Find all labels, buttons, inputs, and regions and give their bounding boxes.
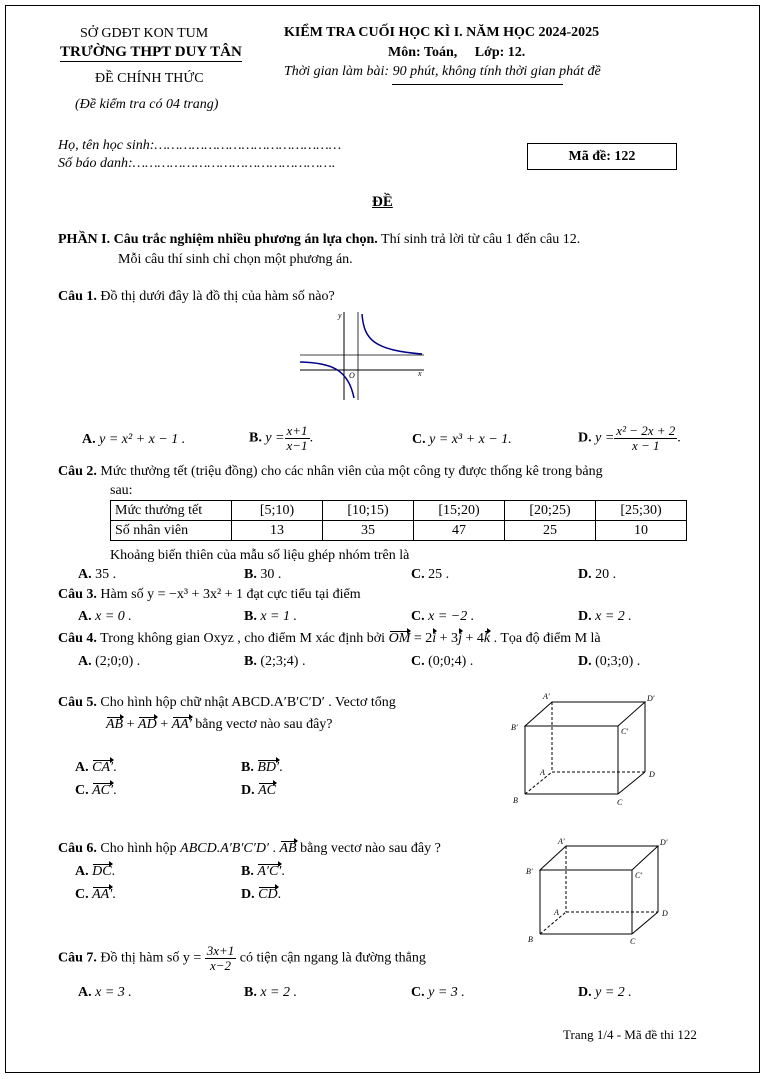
q3-option-b[interactable]: B. x = 1 . [244,609,298,624]
q4-option-b[interactable]: B. (2;3;4) . [244,654,306,669]
q7-option-c[interactable]: C. y = 3 . [411,985,465,1000]
q5-stem-cont: AB + AD + AA′ bằng vectơ nào sau đây? [106,717,333,732]
q6-option-a[interactable]: A. DC. [75,864,116,879]
q4-option-a[interactable]: A. (2;0;0) . [78,654,141,669]
q1-graph [296,310,428,402]
svg-text:C: C [630,937,636,946]
svg-text:D: D [662,909,668,918]
svg-text:C′: C′ [635,871,643,880]
page-footer: Trang 1/4 - Mã đề thi 122 [563,1027,697,1042]
table-cell: 47 [414,521,505,541]
y-label: y [338,311,342,320]
table-cell: 10 [596,521,687,541]
x-label: x [418,369,422,378]
svg-text:D′: D′ [660,838,668,847]
svg-text:B: B [528,935,533,944]
svg-text:A: A [540,768,545,777]
q6-stem: Câu 6. Cho hình hộp ABCD.A′B′C′D′ . AB bằng vectơ nào sau đây ? [58,841,441,856]
part1-instruction: Mỗi câu thí sinh chỉ chọn một phương án. [118,252,353,267]
table-cell: [20;25) [505,501,596,521]
q2-option-a[interactable]: A. 35 . [78,567,117,582]
svg-text:B′: B′ [511,723,518,732]
q4-option-d[interactable]: D. (0;3;0) . [578,654,641,669]
svg-text:D: D [649,770,655,779]
svg-text:B′: B′ [526,867,533,876]
table-cell: [25;30) [596,501,687,521]
q6-option-c[interactable]: C. AA′. [75,887,116,902]
q2-stem: Câu 2. Mức thưởng tết (triệu đồng) cho các nhân viên của một công ty được thống kê trong bảng [58,464,603,479]
exam-title: KIỂM TRA CUỐI HỌC KÌ I. NĂM HỌC 2024-2025 [284,25,600,40]
q5-box-figure [505,690,670,810]
svg-text:A′: A′ [543,692,550,701]
q2-question: Khoảng biến thiên của mẫu số liệu ghép nhóm trên là [110,548,410,563]
student-id-field: Số báo danh:…………………………………………. [58,156,336,171]
q7-option-b[interactable]: B. x = 2 . [244,985,298,1000]
svg-text:C: C [617,798,623,807]
q4-option-c[interactable]: C. (0;0;4) . [411,654,474,669]
q2-option-c[interactable]: C. 25 . [411,567,450,582]
official-label: ĐỀ CHÍNH THỨC [95,71,204,86]
svg-text:A: A [554,908,559,917]
q5-option-b[interactable]: B. BD′. [241,760,283,775]
section-title: ĐỀ [372,194,393,210]
table-row [111,501,687,521]
q7-option-d[interactable]: D. y = 2 . [578,985,632,1000]
q5-option-d[interactable]: D. AC [241,783,277,798]
table-cell: 35 [323,521,414,541]
q5-option-a[interactable]: A. CA′. [75,760,117,775]
q5-stem: Câu 5. Cho hình hộp chữ nhật ABCD.A′B′C′D′ . Vectơ tổng [58,695,396,710]
part1-heading: PHẦN I. Câu trắc nghiệm nhiều phương án lựa chọn. Thí sinh trả lời từ câu 1 đến câu 12. [58,232,581,247]
exam-duration: Thời gian làm bài: 90 phút, không tính thời gian phát đề [284,64,601,79]
subject-grade: Môn: Toán, Lớp: 12. [388,45,526,60]
school-name: TRƯỜNG THPT DUY TÂN [60,44,242,60]
q1-option-b[interactable]: B. y = $\frac{x+1}{x-1}$ . [249,423,314,453]
q6-box-figure [522,836,682,948]
table-cell: [5;10) [232,501,323,521]
table-header-cell: Mức thưởng tết [111,501,232,521]
q3-option-c[interactable]: C. x = −2 . [411,609,475,624]
q3-option-d[interactable]: D. x = 2 . [578,609,632,624]
q3-option-a[interactable]: A. x = 0 . [78,609,132,624]
table-cell: [10;15) [323,501,414,521]
svg-text:D′: D′ [647,694,655,703]
duration-underline [392,84,563,85]
dept-name: SỞ GDĐT KON TUM [80,26,209,41]
page-count-note: (Đề kiểm tra có 04 trang) [75,97,219,112]
svg-text:C′: C′ [621,727,629,736]
q7-option-a[interactable]: A. x = 3 . [78,985,132,1000]
q4-stem: Câu 4. Trong không gian Oxyz , cho điểm M xác định bởi OM = 2i + 3j + 4k . Tọa độ điểm M là [58,631,601,646]
q3-stem: Câu 3. Hàm số y = −x³ + 3x² + 1 đạt cực tiểu tại điểm [58,587,361,602]
svg-text:A′: A′ [558,837,565,846]
q2-option-b[interactable]: B. 30 . [244,567,282,582]
table-cell: 13 [232,521,323,541]
q6-option-b[interactable]: B. A′C′. [241,864,285,879]
table-row [111,521,687,541]
q1-stem: Câu 1. Đồ thị dưới đây là đồ thị của hàm số nào? [58,289,335,304]
right-branch [362,314,422,354]
q6-option-d[interactable]: D. CD. [241,887,282,902]
origin-label: O [349,371,355,380]
q2-option-d[interactable]: D. 20 . [578,567,617,582]
q7-stem: Câu 7. Đồ thị hàm số y = $\frac{3x+1}{x-2}$ có tiện cận ngang là đường thẳng [58,943,426,973]
q5-option-c[interactable]: C. AC′. [75,783,117,798]
q2-stem-cont: sau: [110,483,133,498]
table-header-cell: Số nhân viên [111,521,232,541]
table-cell: 25 [505,521,596,541]
svg-text:B: B [513,796,518,805]
q1-option-d[interactable]: D. y = $\frac{\text{x² − 2x + 2}}{x - 1}$ . [578,423,681,453]
q1-option-a[interactable]: A. y = x² + x − 1 . [82,432,186,447]
student-name-field: Họ, tên học sinh:……………………………………… [58,138,342,153]
left-branch [300,362,354,398]
q1-option-c[interactable]: C. y = x³ + x − 1. [412,432,512,447]
exam-code-box: Mã đề: 122 [527,143,677,170]
table-cell: [15;20) [414,501,505,521]
q2-table [110,500,687,541]
